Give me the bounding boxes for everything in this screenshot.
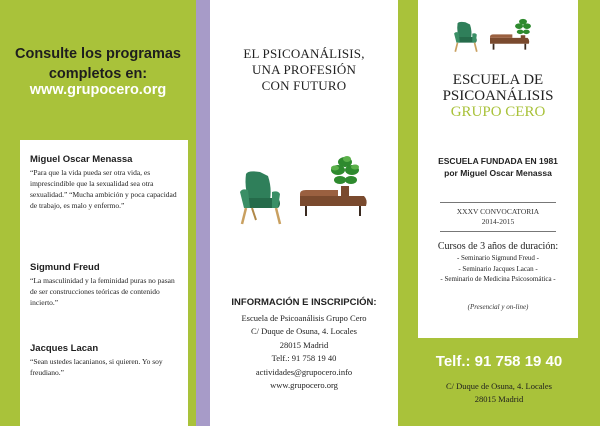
course-item: - Seminario de Medicina Psicosomática - <box>440 275 556 283</box>
plant-icon <box>326 152 364 198</box>
slogan-title <box>210 46 398 94</box>
convocatoria-label: XXXV CONVOCATORIA <box>456 207 540 216</box>
panel-middle <box>210 0 398 426</box>
founded-info <box>418 155 578 179</box>
quotes-box <box>20 140 188 426</box>
quote-author: Sigmund Freud <box>30 262 100 273</box>
title-line: ESCUELA DE <box>452 72 544 88</box>
plant-icon <box>512 16 534 42</box>
info-website[interactable]: www.grupocero.org <box>270 380 338 390</box>
info-line: 28015 Madrid <box>279 339 329 350</box>
quote-author: Miguel Oscar Menassa <box>30 154 133 165</box>
school-title <box>418 72 578 120</box>
panel-left <box>0 0 196 426</box>
quote-text: “Sean ustedes lacanianos, si quieren. Yo soy freudiano.” <box>30 357 163 377</box>
programs-heading <box>10 44 186 84</box>
courses-heading: Cursos de 3 años de duración: <box>437 241 559 252</box>
course-item: - Seminario Sigmund Freud - <box>456 254 540 262</box>
address-line: 28015 Madrid <box>474 394 524 404</box>
phone-number[interactable]: Telf.: 91 758 19 40 <box>435 353 563 370</box>
slogan-line: EL PSICOANÁLISIS, <box>243 46 365 61</box>
website-link[interactable]: www.grupocero.org <box>29 82 167 98</box>
courses-list <box>418 240 578 285</box>
slogan-line: CON FUTURO <box>261 78 347 93</box>
info-heading: INFORMACIÓN E INSCRIPCIÓN: <box>231 297 377 308</box>
convocatoria <box>418 207 578 227</box>
divider-rule <box>440 231 556 232</box>
cover-card <box>418 0 578 338</box>
panel-right <box>398 0 600 426</box>
title-accent: GRUPO CERO <box>450 104 546 120</box>
quote-text: “Para que la vida pueda ser otra vida, es imprescindible que la sexualidad sea otra sexualidad.” “Mucha ambición y poca capacidad de trabajo, es malo y enfermo.” <box>30 168 177 210</box>
quote-text: “La masculinidad y la feminidad puras no pasan de ser construcciones teóricas de contenido incierto.” <box>30 276 175 307</box>
armchair-icon <box>452 20 488 54</box>
course-item: - Seminario Jacques Lacan - <box>458 264 538 273</box>
armchair-icon <box>238 168 298 228</box>
address <box>398 380 600 406</box>
info-email[interactable]: actividades@grupocero.info <box>255 366 353 377</box>
info-line: Escuela de Psicoanálisis Grupo Cero <box>241 312 367 323</box>
title-line: PSICOANÁLISIS <box>442 88 554 104</box>
contact-info <box>210 296 398 393</box>
convocatoria-years: 2014-2015 <box>481 217 515 226</box>
divider-rule <box>440 202 556 203</box>
info-phone: Telf.: 91 758 19 40 <box>271 353 337 363</box>
slogan-line: UNA PROFESIÓN <box>251 62 357 77</box>
course-mode: (Presencial y on-line) <box>467 303 529 311</box>
founded-line: por Miguel Oscar Menassa <box>444 168 552 178</box>
heading-line: Consulte los programas <box>15 46 181 62</box>
founded-line: ESCUELA FUNDADA EN 1981 <box>438 156 558 166</box>
address-line: C/ Duque de Osuna, 4. Locales <box>446 381 552 391</box>
quote-author: Jacques Lacan <box>30 343 99 354</box>
lavender-divider <box>196 0 210 426</box>
heading-line: completos en: <box>48 66 148 82</box>
info-line: C/ Duque de Osuna, 4. Locales <box>251 326 357 336</box>
